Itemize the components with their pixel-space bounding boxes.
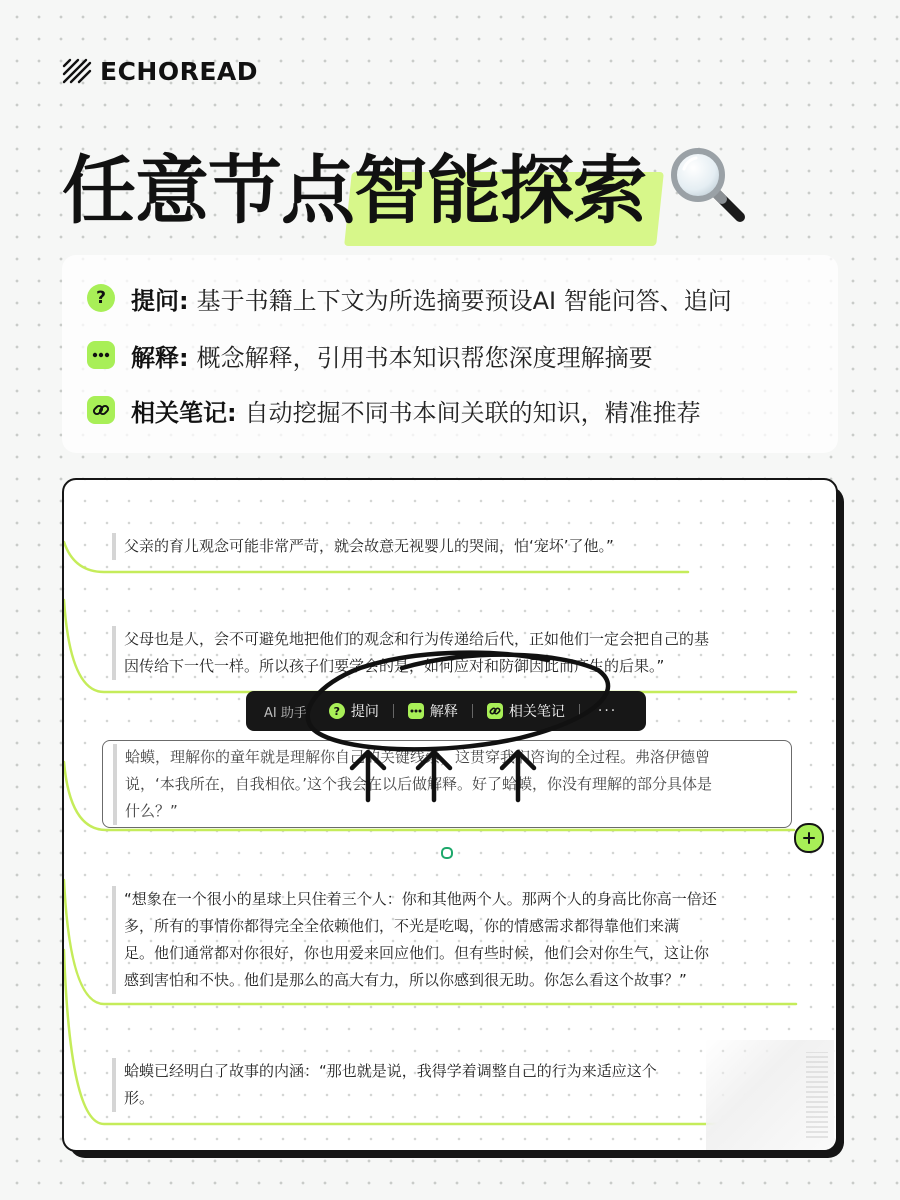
ai-assistant-label: AI 助手 — [264, 705, 307, 721]
title-highlighted: 智能探索 — [354, 132, 646, 238]
excerpt-quote[interactable]: 父亲的育儿观念可能非常严苛，就会故意无视婴儿的哭闹，怕‘宠坏’了他。” — [112, 533, 614, 560]
link-icon — [87, 396, 115, 424]
feature-title: 提问: — [131, 286, 189, 315]
divider — [472, 704, 473, 718]
feature-desc: 概念解释，引用书本知识帮您深度理解摘要 — [196, 343, 653, 372]
excerpt-quote[interactable]: 蛤蟆已经明白了故事的内涵：“那也就是说，我得学着调整自己的行为来适应这个 形。 — [112, 1058, 657, 1112]
faded-thumbnail — [706, 1040, 834, 1150]
link-icon — [487, 703, 503, 719]
ellipsis-icon — [408, 703, 424, 719]
plus-icon — [803, 832, 815, 844]
feature-explain — [87, 335, 653, 375]
excerpt-quote[interactable]: 父母也是人，会不可避免地把他们的观念和行为传递给后代，正如他们一定会把自己的基 因传给下一代一样。所以孩子们要学会的是，如何应对和防御因此而产生的后果。” — [112, 626, 709, 680]
signal-waves-icon — [62, 58, 92, 84]
selected-excerpt[interactable] — [102, 740, 792, 828]
excerpt-quote[interactable]: 蛤蟆，理解你的童年就是理解你自己的关键线索，这贯穿我们咨询的全过程。弗洛伊德曾 说，‘本我所在，自我相依。’这个我会在以后做解释。好了蛤蟆，你没有理解的部分具体是 什么？” — [113, 744, 712, 825]
related-notes-button[interactable]: 相关笔记 — [487, 701, 565, 721]
more-icon[interactable]: ··· — [597, 703, 618, 719]
features-card — [62, 255, 838, 453]
feature-title: 相关笔记: — [131, 398, 237, 427]
magnifying-glass-icon — [668, 145, 748, 225]
title-plain: 任意节点 — [62, 148, 354, 234]
add-node-button[interactable] — [794, 823, 824, 853]
feature-related-notes — [87, 390, 701, 430]
ellipsis-icon — [87, 341, 115, 369]
divider — [393, 704, 394, 718]
ai-toolbar — [246, 691, 646, 731]
ask-button[interactable]: ? 提问 — [329, 701, 379, 721]
node-connector-dot[interactable] — [441, 847, 453, 859]
divider — [579, 704, 580, 718]
explain-button[interactable]: 解释 — [408, 701, 458, 721]
brand-logo — [62, 56, 258, 86]
question-icon: ? — [329, 703, 345, 719]
brand-name: ECHOREAD — [100, 56, 259, 86]
feature-title: 解释: — [131, 343, 189, 372]
excerpt-quote[interactable]: “想象在一个很小的星球上只住着三个人：你和其他两个人。那两个人的身高比你高一倍还 多，所有的事情你都得完全全依赖他们，不光是吃喝，你的情感需求都得靠他们来满 足。他们通常都对你很好，你也用爱来回应他们。但有些时候，他们会对你生气，这让你 感到害怕和不快。他们是那么的高大有力，所以你感到很无助。你怎么看这个故事？” — [112, 886, 717, 994]
feature-ask — [87, 278, 732, 318]
feature-desc: 自动挖掘不同书本间关联的知识，精准推荐 — [244, 398, 701, 427]
mindmap-panel[interactable] — [62, 478, 838, 1152]
feature-desc: 基于书籍上下文为所选摘要预设AI 智能问答、追问 — [196, 286, 732, 315]
page-title — [62, 140, 748, 234]
question-icon: ? — [87, 284, 115, 312]
